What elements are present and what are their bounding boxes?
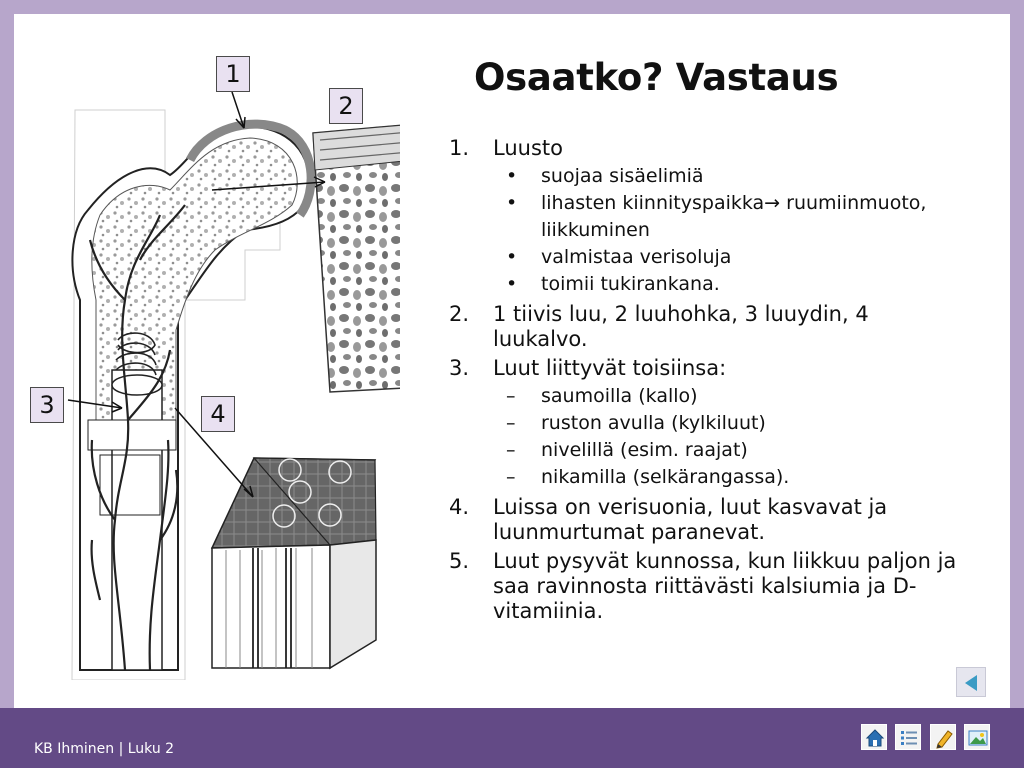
list-item — [448, 136, 958, 298]
item-number: 2. — [449, 302, 470, 326]
list-icon — [896, 725, 922, 751]
item-number: 1. — [449, 136, 470, 160]
bullet-marker: • — [506, 273, 518, 295]
label-3: 3 — [30, 387, 64, 423]
item-text: Luissa on verisuonia, luut kasvavat ja luunmurtumat paranevat. — [493, 495, 888, 544]
sub-item: • valmistaa verisoluja — [493, 244, 958, 271]
list-item — [448, 495, 958, 545]
item-number: 5. — [449, 549, 470, 573]
list-item — [448, 549, 958, 624]
sub-item: • lihasten kiinnityspaikka→ ruumiinmuoto, liikkuminen — [506, 192, 927, 241]
item-text: Luut liittyvät toisiinsa: — [493, 356, 727, 380]
sub-item: • toimii tukirankana. — [493, 271, 958, 298]
pencil-icon — [931, 725, 957, 751]
dash-marker: – — [506, 466, 516, 488]
contents-button[interactable] — [895, 724, 921, 750]
sub-item: • suojaa sisäelimiä — [493, 163, 958, 190]
slide-title: Osaatko? Vastaus — [474, 56, 839, 99]
item-text: Luut pysyvät kunnossa, kun liikkuu paljon ja saa ravinnosta riittävästi kalsiumia ja D-vitamiinia. — [493, 549, 957, 623]
answer-list — [448, 136, 958, 628]
previous-slide-button[interactable] — [956, 667, 986, 697]
item-text: Luusto — [493, 136, 563, 160]
bone-illustration — [60, 60, 400, 680]
image-icon — [965, 725, 991, 751]
image-button[interactable] — [964, 724, 990, 750]
item-number: 3. — [449, 356, 470, 380]
edit-button[interactable] — [930, 724, 956, 750]
label-2: 2 — [329, 88, 363, 124]
sub-item: – saumoilla (kallo) — [493, 383, 958, 410]
sub-item: – nikamilla (selkärangassa). — [493, 464, 958, 491]
footer-text: KB Ihminen | Luku 2 — [34, 741, 175, 757]
sub-item: – ruston avulla (kylkiluut) — [493, 410, 958, 437]
list-item — [448, 356, 958, 491]
triangle-left-icon — [957, 668, 987, 698]
dash-marker: – — [506, 385, 516, 407]
label-4: 4 — [201, 396, 235, 432]
sub-item: – nivelillä (esim. raajat) — [493, 437, 958, 464]
bullet-marker: • — [506, 192, 518, 214]
dash-marker: – — [506, 412, 516, 434]
home-icon — [862, 725, 888, 751]
item-number: 4. — [449, 495, 470, 519]
label-1: 1 — [216, 56, 250, 92]
list-item — [448, 302, 958, 352]
bullet-marker: • — [506, 165, 518, 187]
item-text: 1 tiivis luu, 2 luuhohka, 3 luuydin, 4 luukalvo. — [493, 302, 869, 351]
home-button[interactable] — [861, 724, 887, 750]
bullet-marker: • — [506, 246, 518, 268]
dash-marker: – — [506, 439, 516, 461]
